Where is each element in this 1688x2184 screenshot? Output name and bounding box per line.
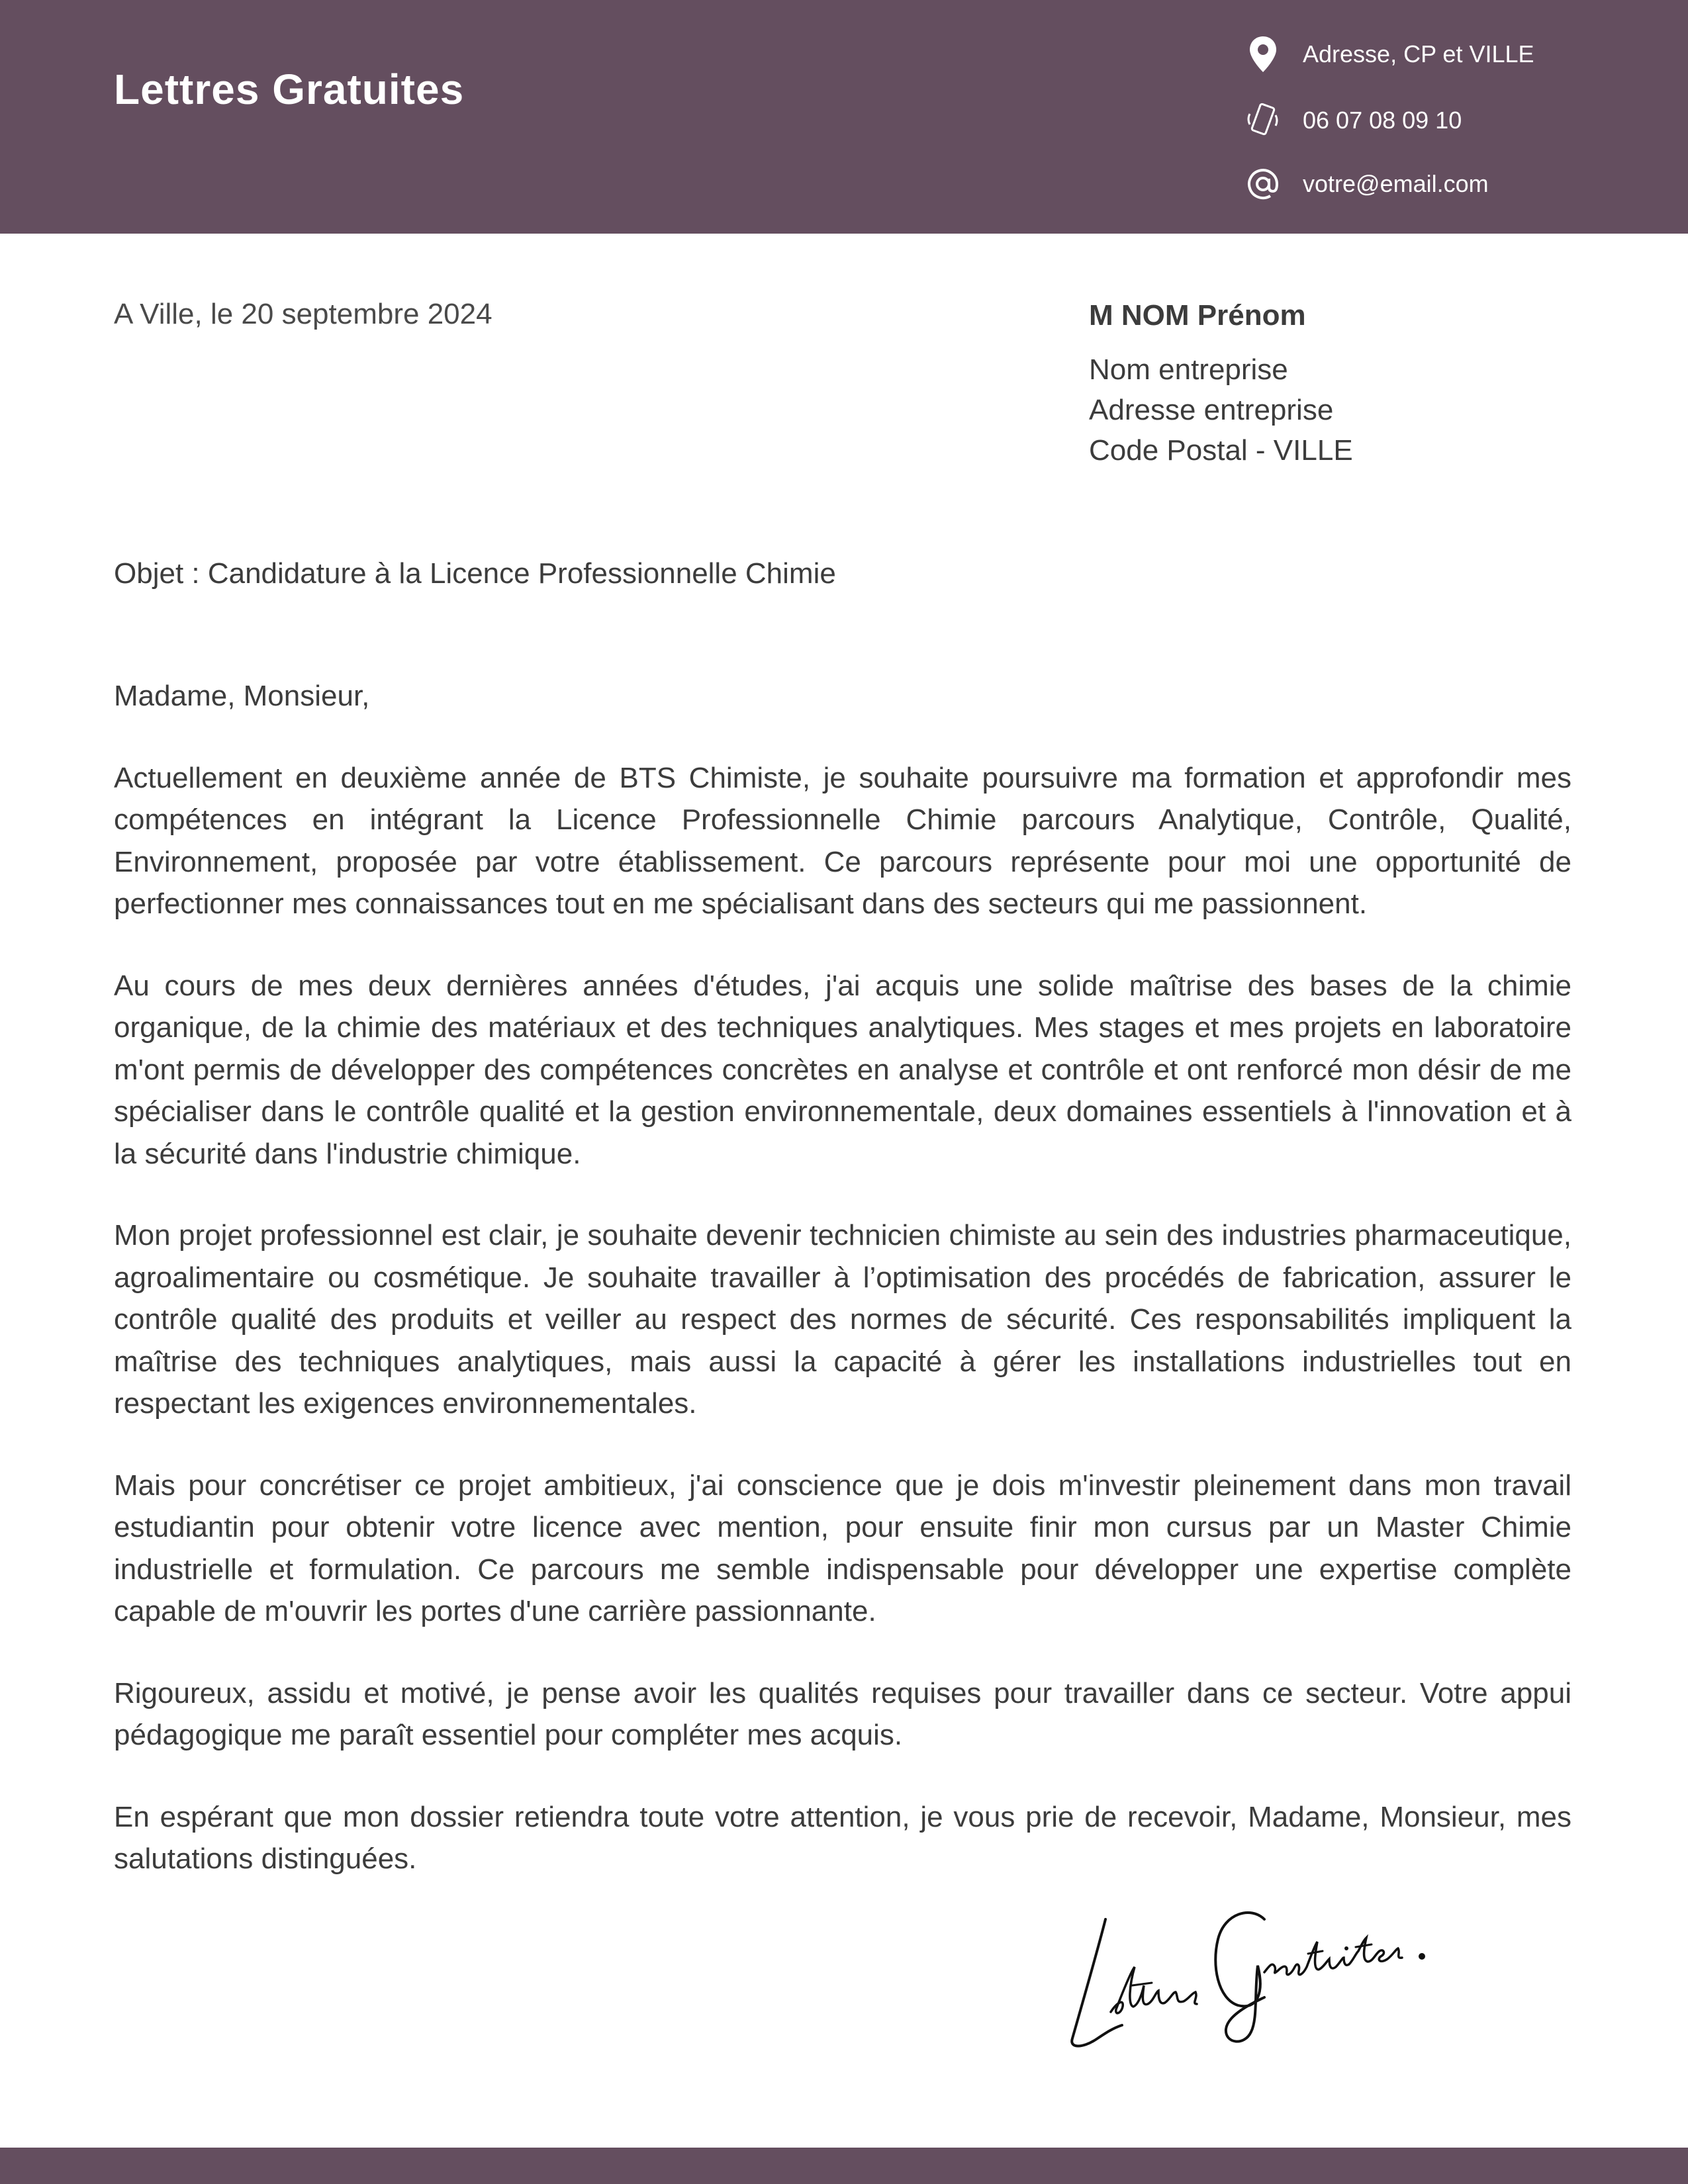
- letter-paragraph: En espérant que mon dossier retiendra toute votre attention, je vous prie de recevoir, Madame, Monsieur, mes salutations distinguées.: [114, 1800, 1571, 1875]
- letter-paragraph: Au cours de mes deux dernières années d'études, j'ai acquis une solide maîtrise des bases de la chimie organique, de la chimie des matériaux et des techniques analytiques. Mes stages et mes projets en laboratoire m'ont permis de développer des compétences concrètes en analyse et contrôle et ont renforcé mon désir de me spécialiser dans le contrôle qualité et la gestion environnementale, deux domaines essentiels à l'innovation et à la sécurité dans l'industrie chimique.: [114, 969, 1571, 1170]
- letter-paragraph: Rigoureux, assidu et motivé, je pense avoir les qualités requises pour travailler dans ce secteur. Votre appui pédagogique me paraît essentiel pour compléter mes acquis.: [114, 1676, 1571, 1751]
- recipient-city: Code Postal - VILLE: [1089, 434, 1353, 467]
- contact-email-text: votre@email.com: [1303, 170, 1489, 197]
- handwritten-signature: [1059, 1893, 1456, 2058]
- letter-paragraph: Mon projet professionnel est clair, je souhaite devenir technicien chimiste au sein des industries pharmaceutique, agroalimentaire ou cosmétique. Je souhaite travailler à l’optimisation des procédés de fabrication, assurer le contrôle qualité des produits et veiller au respect des normes de sécurité. Ces responsabilités impliquent la maîtrise des techniques analytiques, mais aussi la capacité à gérer les installations industrielles tout en respectant les exigences environnementales.: [114, 1219, 1571, 1420]
- recipient-address: Adresse entreprise: [1089, 394, 1334, 426]
- phone-icon: [1243, 101, 1283, 140]
- contact-address-text: Adresse, CP et VILLE: [1303, 40, 1534, 68]
- letter-date: A Ville, le 20 septembre 2024: [114, 298, 492, 330]
- recipient-company: Nom entreprise: [1089, 353, 1288, 386]
- contact-phone-text: 06 07 08 09 10: [1303, 107, 1462, 134]
- map-pin-icon: [1243, 34, 1283, 74]
- header-banner: [0, 0, 1688, 234]
- letter-body: [114, 675, 1571, 1920]
- letter-salutation: Madame, Monsieur,: [114, 680, 370, 712]
- contact-email: [1243, 163, 1489, 205]
- letter-subject: Objet : Candidature à la Licence Professionnelle Chimie: [114, 557, 836, 590]
- contact-address: [1243, 33, 1534, 75]
- recipient-name: M NOM Prénom: [1089, 299, 1306, 332]
- letter-paragraph: Actuellement en deuxième année de BTS Chimiste, je souhaite poursuivre ma formation et approfondir mes compétences en intégrant la Licence Professionnelle Chimie parcours Analytique, Contrôle, Qualité, Environnement, proposée par votre établissement. Ce parcours représente pour moi une opportunité de perfectionner mes connaissances tout en me spécialisant dans des secteurs qui me passionnent.: [114, 761, 1571, 920]
- footer-band: [0, 2148, 1688, 2184]
- at-sign-icon: [1243, 164, 1283, 204]
- recipient-block: [1089, 299, 1353, 471]
- brand-title: Lettres Gratuites: [114, 66, 465, 113]
- letter-paragraph: Mais pour concrétiser ce projet ambitieux, j'ai conscience que je dois m'investir pleinement dans mon travail estudiantin pour obtenir votre licence avec mention, pour ensuite finir mon cursus par un Master Chimie industrielle et formulation. Ce parcours me semble indispensable pour développer une expertise complète capable de m'ouvrir les portes d'une carrière passionnante.: [114, 1469, 1571, 1627]
- contact-phone: [1243, 99, 1462, 142]
